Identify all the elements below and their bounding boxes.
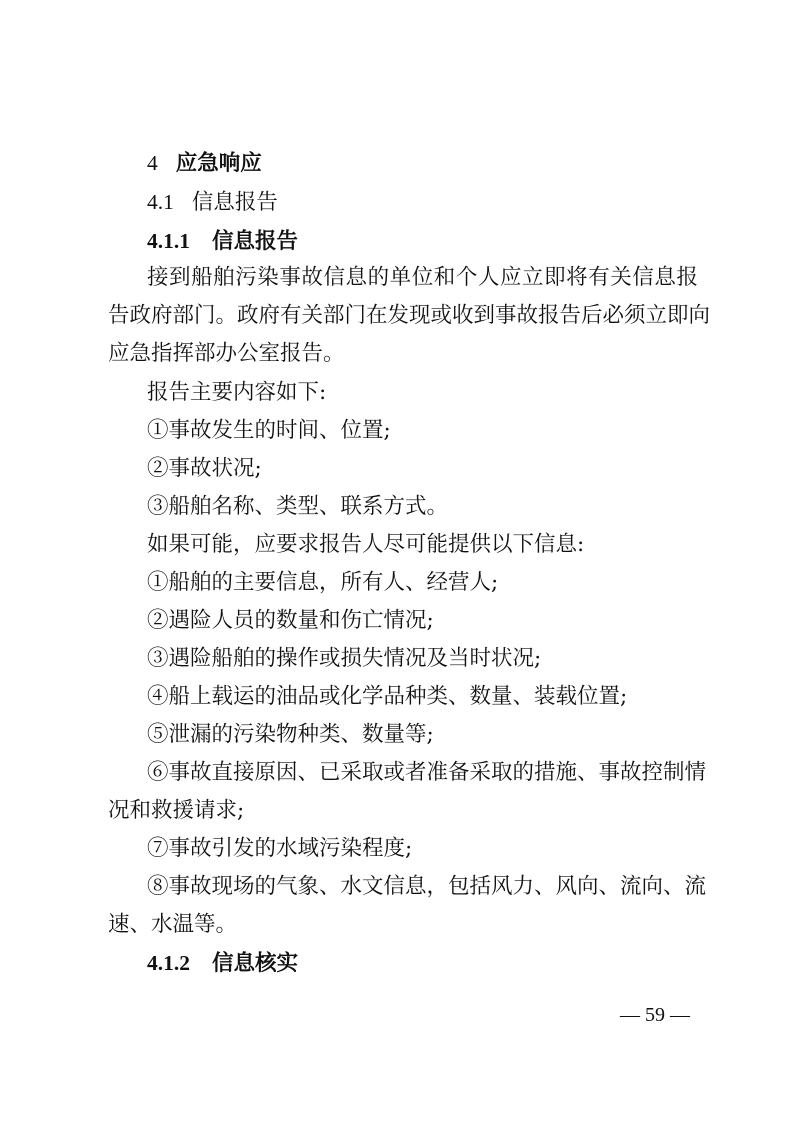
list-item: ③遇险船舶的操作或损失情况及当时状况; — [147, 646, 542, 671]
subsubsection-number-1: 4.1.1 — [147, 229, 190, 253]
list-item: ④船上载运的油品或化学品种类、数量、装载位置; — [147, 684, 628, 709]
subsection-heading — [147, 189, 698, 216]
subsection-number: 4.1 — [147, 190, 174, 214]
paragraph-line: 接到船舶污染事故信息的单位和个人应立即将有关信息报 — [147, 265, 698, 290]
list-item: ⑦事故引发的水域污染程度; — [147, 836, 413, 861]
paragraph-line: 应急指挥部办公室报告。 — [108, 341, 345, 366]
subsection-title: 信息报告 — [191, 190, 278, 215]
subsubsection-heading-1 — [147, 228, 698, 255]
list-item-continuation: 况和救援请求; — [108, 798, 245, 823]
list-item: ①船舶的主要信息，所有人、经营人; — [147, 570, 499, 595]
list-item: ②事故状况; — [147, 456, 262, 481]
list-item: ③船舶名称、类型、联系方式。 — [147, 494, 449, 519]
report-intro: 报告主要内容如下: — [147, 380, 327, 405]
list-item: ⑧事故现场的气象、水文信息，包括风力、风向、流向、流 — [147, 874, 707, 899]
extra-intro: 如果可能，应要求报告人尽可能提供以下信息: — [147, 532, 585, 557]
subsubsection-title-2: 信息核实 — [212, 951, 299, 976]
section-number: 4 — [147, 151, 158, 175]
section-heading — [147, 150, 698, 177]
section-title: 应急响应 — [175, 151, 262, 176]
subsubsection-number-2: 4.1.2 — [147, 951, 190, 975]
list-item: ①事故发生的时间、位置; — [147, 418, 391, 443]
page-number: — 59 — — [620, 1004, 690, 1026]
list-item-continuation: 速、水温等。 — [108, 912, 238, 937]
list-item: ⑤泄漏的污染物种类、数量等; — [147, 722, 434, 747]
subsubsection-title-1: 信息报告 — [212, 229, 299, 254]
list-item: ②遇险人员的数量和伤亡情况; — [147, 608, 434, 633]
list-item: ⑥事故直接原因、已采取或者准备采取的措施、事故控制情 — [147, 760, 707, 785]
paragraph-line: 告政府部门。政府有关部门在发现或收到事故报告后必须立即向 — [108, 303, 711, 328]
subsubsection-heading-2 — [147, 950, 698, 977]
